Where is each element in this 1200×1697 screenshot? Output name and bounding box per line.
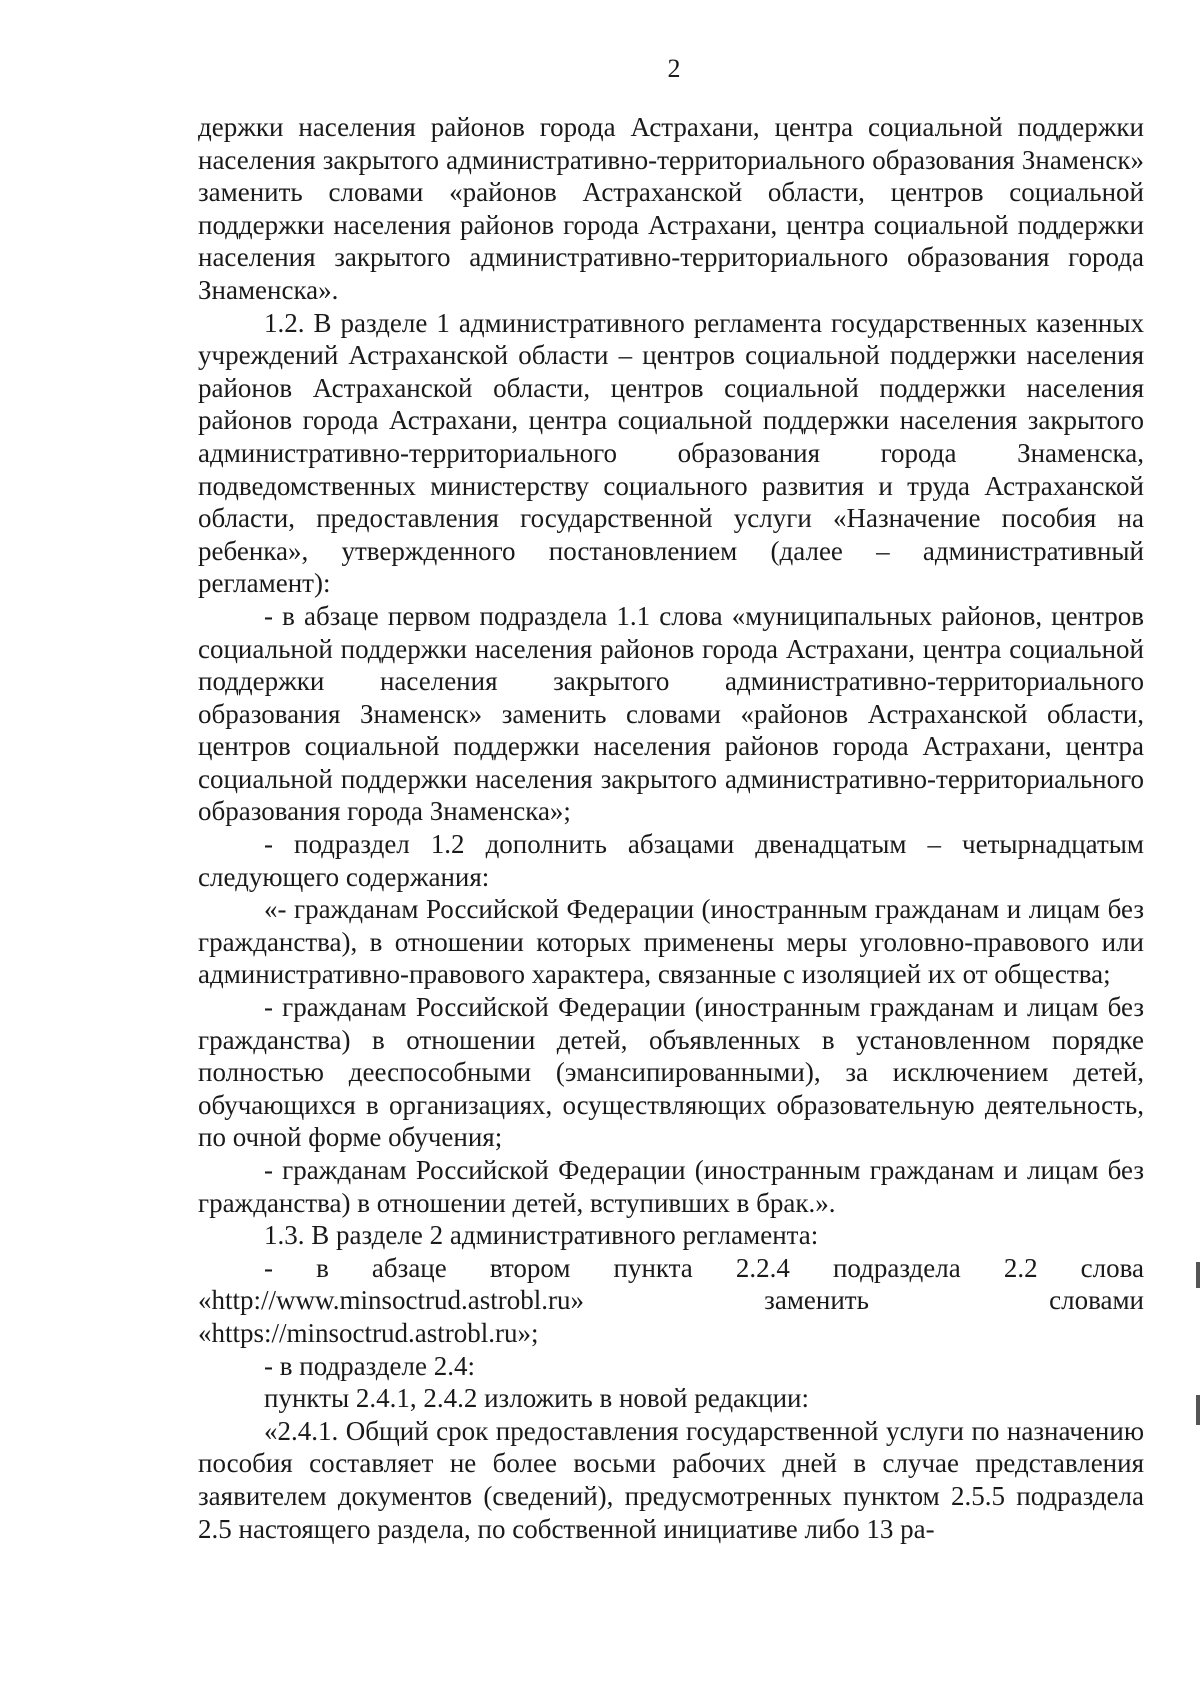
paragraph-quote-2: - гражданам Российской Федерации (иностранным гражданам и лицам без гражданства) в отношении детей, объявленных в установленном порядке полностью дееспособными (эмансипированными), за исключением детей, обучающихся в организациях, осуществляющих образовательную деятельность, по очной форме обучения; [198,992,1144,1153]
paragraph-1-3: 1.3. В разделе 2 административного регламента: [264,1220,819,1251]
paragraph-items-2-4: пункты 2.4.1, 2.4.2 изложить в новой редакции: [264,1383,810,1414]
scan-edge-mark [1196,1262,1200,1288]
document-body [198,111,1144,1545]
paragraph-subsection-2-4: - в подразделе 2.4: [264,1350,475,1381]
paragraph-quote-3: - гражданам Российской Федерации (иностранным гражданам и лицам без гражданства) в отношении детей, вступивших в брак.». [198,1155,1144,1218]
page-number: 2 [667,54,681,83]
paragraph-subsection-1-1: - в абзаце первом подраздела 1.1 слова «муниципальных районов, центров социальной поддержки населения районов города Астрахани, центра социальной поддержки населения закрытого административно-территориального образования Знаменск» заменить словами «районов Астраханской области, центров социальной поддержки населения районов города Астрахани, центра социальной поддержки населения закрытого административно-территориального образования города Знаменска»; [198,600,1144,827]
paragraph-subsection-1-2: - подраздел 1.2 дополнить абзацами двенадцатым – четырнадцатым следующего содержания: [198,829,1144,892]
paragraph-2-4-1: «2.4.1. Общий срок предоставления государственной услуги по назначению пособия составляет не более восьми рабочих дней в случае представления заявителем документов (сведений), предусмотренных пунктом 2.5.5 подраздела 2.5 настоящего раздела, по собственной инициативе либо 13 ра- [198,1415,1144,1544]
paragraph-quote-1: «- гражданам Российской Федерации (иностранным гражданам и лицам без гражданства), в отношении которых применены меры уголовно-правового или административно-правового характера, связанные с изоляцией их от общества; [198,894,1144,990]
paragraph-continuation: держки населения районов города Астрахани, центра социальной поддержки населения закрытого административно-территориального образования Знаменск» заменить словами «районов Астраханской области, центров социальной поддержки населения районов города Астрахани, центра социальной поддержки населения закрытого административно-территориального образования города Знаменска». [198,112,1144,305]
paragraph-link-replacement: - в абзаце втором пункта 2.2.4 подраздела 2.2 слова «http://www.minsoctrud.astrobl.ru» заменить словами «https://minsoctrud.astrobl.ru»; [198,1252,1144,1348]
paragraph-1-2: 1.2. В разделе 1 административного регламента государственных казенных учреждений Астраханской области – центров социальной поддержки населения районов Астраханской области, центров социальной поддержки населения районов города Астрахани, центра социальной поддержки населения закрытого административно-территориального образования города Знаменска, подведомственных министерству социального развития и труда Астраханской области, предоставления государственной услуги «Назначение пособия на ребенка», утвержденного постановлением (далее – административный регламент): [198,307,1144,599]
scan-edge-mark [1196,1395,1200,1425]
